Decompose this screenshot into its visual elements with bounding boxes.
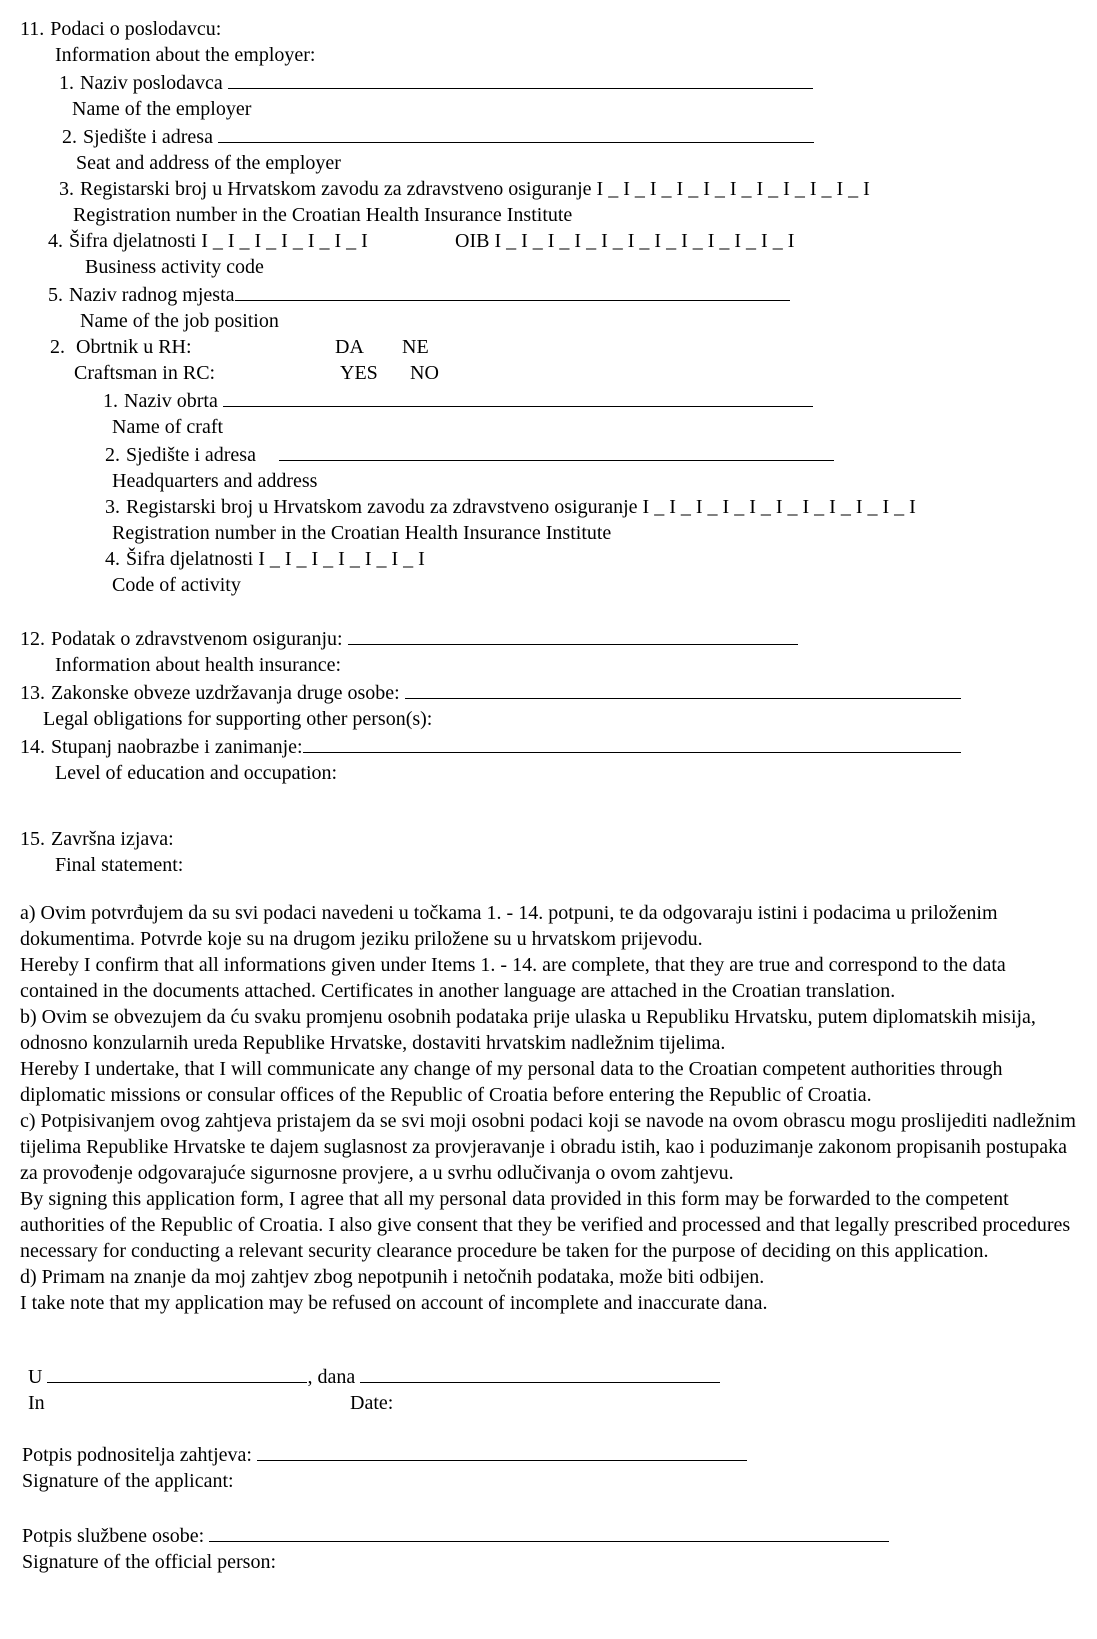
craft-activity-code-boxes: I_I_I_I_I_I_I bbox=[258, 548, 430, 570]
applicant-signature-label-en: Signature of the applicant: bbox=[22, 1470, 234, 1492]
place-date-row-en bbox=[20, 1390, 1097, 1416]
item-14-label-hr: Stupanj naobrazbe i zanimanje: bbox=[51, 736, 303, 758]
field-number: 5. bbox=[48, 284, 63, 306]
item-14-number: 14. bbox=[20, 736, 45, 758]
craft-registration-boxes: I_I_I_I_I_I_I_I_I_I_I bbox=[642, 496, 921, 518]
statement-b-hr: b) Ovim se obvezujem da ću svaku promjenu osobnih podataka prije ulaska u Republiku Hrvatsku, putem diplomatskih misija, odnosno konzularnih ureda Republike Hrvatske, dostaviti hrvatskim nadležnim tijelima. bbox=[20, 1006, 1036, 1054]
item-14-row bbox=[20, 732, 1097, 760]
employer-name-row bbox=[20, 68, 1097, 96]
employer-address-label-hr: Sjedište i adresa bbox=[83, 126, 213, 148]
craftsman-option-da: DA bbox=[335, 336, 364, 358]
item-11-title-en: Information about the employer: bbox=[55, 44, 316, 66]
official-signature-row bbox=[20, 1521, 1097, 1549]
item-15-number: 15. bbox=[20, 828, 45, 850]
item-15-title-hr: Završna izjava: bbox=[51, 828, 174, 850]
item-14-label-en: Level of education and occupation: bbox=[55, 762, 338, 784]
statement-c-hr: c) Potpisivanjem ovog zahtjeva pristajem da se svi moji osobni podaci koji se navode na ovom obrascu mogu proslijediti nadležnim tijelima Republike Hrvatske te dajem suglasnost za provjeravanje i obradu istih, kao i poduzimanje zakonom propisanih postupaka za provođenje odgovarajuće sigurnosne provjere, a u svrhu odlučivanja o ovom zahtjevu. bbox=[20, 1110, 1076, 1184]
statement-c-en: By signing this application form, I agree that all my personal data provided in this form may be forwarded to the competent authorities of the Republic of Croatia. I also give consent that they be verified and processed and that legally prescribed procedures necessary for conducting a relevant security clearance procedure be taken for the purpose of deciding on this application. bbox=[20, 1188, 1071, 1262]
craft-name-label-en: Name of craft bbox=[112, 416, 224, 438]
craftsman-title-en: Craftsman in RC: bbox=[74, 362, 216, 384]
place-label-en: In bbox=[28, 1392, 45, 1414]
craftsman-number: 2. bbox=[50, 336, 65, 358]
job-position-label-en: Name of the job position bbox=[80, 310, 279, 332]
job-position-row-en bbox=[20, 308, 1097, 334]
item-14-row-en bbox=[20, 760, 1097, 786]
item-12-label-en: Information about health insurance: bbox=[55, 654, 342, 676]
place-label-hr: U bbox=[28, 1366, 43, 1388]
item-12-label-hr: Podatak o zdravstvenom osiguranju: bbox=[51, 628, 343, 650]
employer-registration-label-en: Registration number in the Croatian Health Insurance Institute bbox=[73, 204, 573, 226]
item-14-blank-line bbox=[303, 732, 961, 753]
item-15-heading bbox=[20, 826, 1097, 852]
item-13-row-en bbox=[20, 706, 1097, 732]
statement-a-en: Hereby I confirm that all informations given under Items 1. - 14. are complete, that they are true and correspond to the data contained in the documents attached. Certificates in another language are attached in the Croatian translation. bbox=[20, 954, 1006, 1002]
craft-address-label-en: Headquarters and address bbox=[112, 470, 318, 492]
craft-name-row-en bbox=[20, 414, 1097, 440]
craftsman-option-no: NO bbox=[410, 362, 439, 384]
item-15-heading-en bbox=[20, 852, 1097, 878]
official-signature-label-en: Signature of the official person: bbox=[22, 1551, 277, 1573]
employer-address-label-en: Seat and address of the employer bbox=[76, 152, 341, 174]
field-number: 1. bbox=[103, 390, 118, 412]
statement-d-hr: d) Primam na znanje da moj zahtjev zbog nepotpunih i netočnih podataka, može biti odbijen. bbox=[20, 1266, 765, 1288]
craftsman-title-hr: Obrtnik u RH: bbox=[76, 336, 192, 358]
employer-address-row-en bbox=[20, 150, 1097, 176]
oib-label: OIB bbox=[455, 230, 490, 252]
craft-address-label-hr: Sjedište i adresa bbox=[126, 444, 256, 466]
craftsman-option-yes: YES bbox=[340, 362, 378, 384]
craft-activity-code-row-en bbox=[20, 572, 1097, 598]
field-number: 3. bbox=[105, 496, 120, 518]
item-11-title-hr: Podaci o poslodavcu: bbox=[50, 18, 222, 40]
craft-activity-code-label-hr: Šifra djelatnosti bbox=[126, 548, 254, 570]
official-signature-blank-line bbox=[209, 1521, 889, 1542]
employer-name-label-en: Name of the employer bbox=[72, 98, 252, 120]
craft-registration-label-hr: Registarski broj u Hrvatskom zavodu za zdravstveno osiguranje bbox=[126, 496, 638, 518]
employer-registration-label-hr: Registarski broj u Hrvatskom zavodu za zdravstveno osiguranje bbox=[80, 178, 592, 200]
final-statements bbox=[20, 900, 1097, 1316]
employer-activity-code-label-hr: Šifra djelatnosti bbox=[69, 230, 197, 252]
craft-name-row bbox=[20, 386, 1097, 414]
employer-name-label-hr: Naziv poslodavca bbox=[80, 72, 223, 94]
oib-group bbox=[455, 228, 799, 254]
date-blank-line bbox=[360, 1362, 720, 1383]
employer-activity-code-label-en: Business activity code bbox=[85, 256, 264, 278]
job-position-row bbox=[20, 280, 1097, 308]
applicant-signature-label-hr: Potpis podnositelja zahtjeva: bbox=[22, 1444, 252, 1466]
employer-address-row bbox=[20, 122, 1097, 150]
applicant-signature-blank-line bbox=[257, 1440, 747, 1461]
field-number: 2. bbox=[62, 126, 77, 148]
place-date-row bbox=[20, 1362, 1097, 1390]
craft-name-label-hr: Naziv obrta bbox=[124, 390, 218, 412]
employer-activity-code-boxes: I_I_I_I_I_I_I bbox=[201, 230, 373, 252]
item-12-row bbox=[20, 624, 1097, 652]
item-12-row-en bbox=[20, 652, 1097, 678]
statement-a-hr: a) Ovim potvrđujem da su svi podaci navedeni u točkama 1. - 14. potpuni, te da odgovaraju istini i podacima u priloženim dokumentima. Potvrde koje su na drugom jeziku priložene su u hrvatskom prijevodu. bbox=[20, 902, 998, 950]
employer-name-row-en bbox=[20, 96, 1097, 122]
item-11-number: 11. bbox=[20, 18, 45, 40]
item-11-heading bbox=[20, 16, 1097, 42]
craft-activity-code-row bbox=[20, 546, 1097, 572]
field-number: 1. bbox=[59, 72, 74, 94]
employer-registration-row bbox=[20, 176, 1097, 202]
employer-activity-code-row bbox=[20, 228, 1097, 254]
craft-registration-row bbox=[20, 494, 1097, 520]
applicant-signature-row bbox=[20, 1440, 1097, 1468]
craftsman-option-ne: NE bbox=[402, 336, 429, 358]
job-position-blank-line bbox=[235, 280, 790, 301]
employer-name-blank-line bbox=[228, 68, 813, 89]
craft-registration-label-en: Registration number in the Croatian Health Insurance Institute bbox=[112, 522, 612, 544]
craft-activity-code-label-en: Code of activity bbox=[112, 574, 241, 596]
craftsman-heading-en bbox=[20, 360, 1097, 386]
item-15-title-en: Final statement: bbox=[55, 854, 184, 876]
craftsman-heading bbox=[20, 334, 1097, 360]
craft-address-blank-line bbox=[279, 440, 834, 461]
date-label-en: Date: bbox=[350, 1392, 394, 1414]
statement-b-en: Hereby I undertake, that I will communicate any change of my personal data to the Croatian competent authorities through diplomatic missions or consular offices of the Republic of Croatia before entering the Republic of Croatia. bbox=[20, 1058, 1003, 1106]
item-13-row bbox=[20, 678, 1097, 706]
employer-activity-code-row-en bbox=[20, 254, 1097, 280]
field-number: 3. bbox=[59, 178, 74, 200]
craft-registration-row-en bbox=[20, 520, 1097, 546]
statement-d-en: I take note that my application may be refused on account of incomplete and inaccurate dana. bbox=[20, 1292, 768, 1314]
job-position-label-hr: Naziv radnog mjesta bbox=[69, 284, 235, 306]
date-label-hr: , dana bbox=[307, 1366, 356, 1388]
item-13-label-hr: Zakonske obveze uzdržavanja druge osobe: bbox=[51, 682, 400, 704]
craft-address-row bbox=[20, 440, 1097, 468]
employer-registration-boxes: I_I_I_I_I_I_I_I_I_I_I bbox=[596, 178, 875, 200]
employer-registration-row-en bbox=[20, 202, 1097, 228]
item-13-number: 13. bbox=[20, 682, 45, 704]
item-12-number: 12. bbox=[20, 628, 45, 650]
employer-address-blank-line bbox=[218, 122, 814, 143]
craft-address-row-en bbox=[20, 468, 1097, 494]
field-number: 4. bbox=[48, 230, 63, 252]
item-11-heading-en bbox=[20, 42, 1097, 68]
craft-name-blank-line bbox=[223, 386, 813, 407]
oib-boxes: I_I_I_I_I_I_I_I_I_I_I_I bbox=[494, 230, 800, 252]
item-13-label-en: Legal obligations for supporting other person(s): bbox=[43, 708, 433, 730]
official-signature-label-hr: Potpis službene osobe: bbox=[22, 1525, 205, 1547]
official-signature-row-en bbox=[20, 1549, 1097, 1575]
applicant-signature-row-en bbox=[20, 1468, 1097, 1494]
item-12-blank-line bbox=[348, 624, 798, 645]
item-13-blank-line bbox=[405, 678, 961, 699]
field-number: 2. bbox=[105, 444, 120, 466]
field-number: 4. bbox=[105, 548, 120, 570]
place-blank-line bbox=[47, 1362, 307, 1383]
